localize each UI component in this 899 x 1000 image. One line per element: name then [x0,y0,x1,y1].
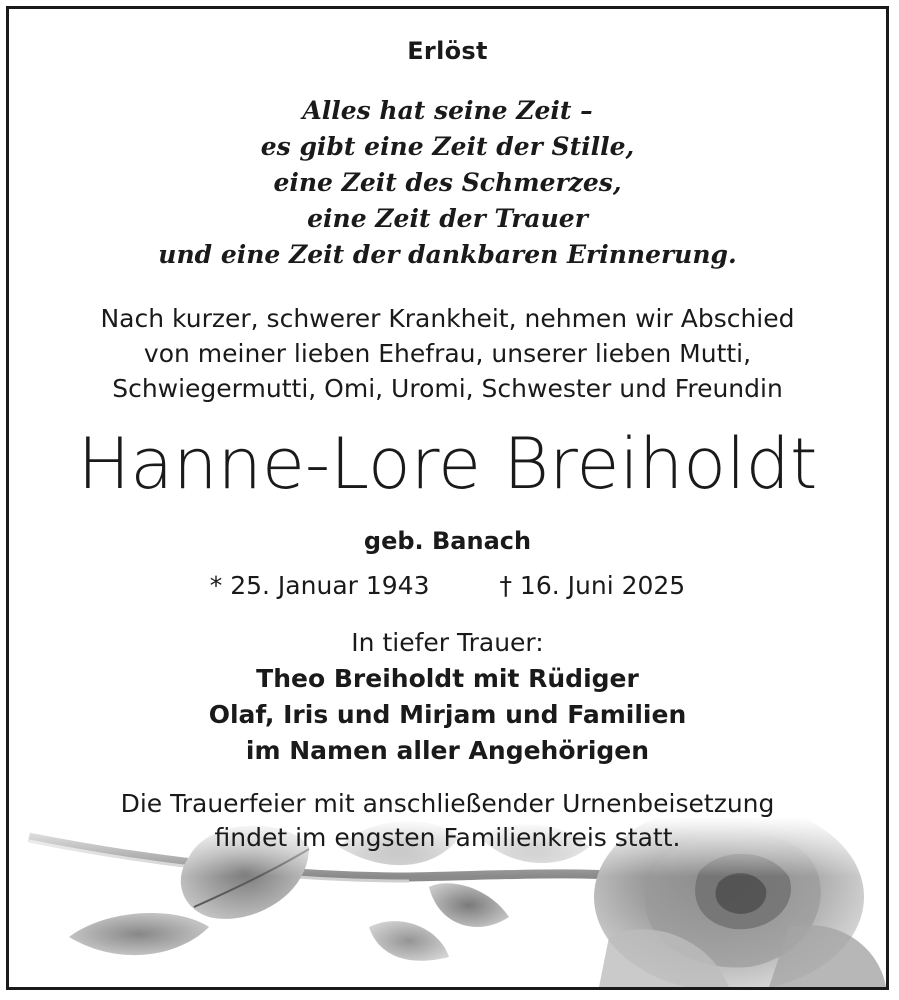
poem-line: eine Zeit des Schmerzes, [273,168,622,197]
mourning-label: In tiefer Trauer: [351,628,544,657]
funeral-info [9,787,886,855]
intro-line: Nach kurzer, schwerer Krankheit, nehmen wir Abschied [100,304,795,333]
life-dates [9,571,886,600]
intro-text [9,301,886,406]
poem [9,93,886,273]
birth-date: * 25. Januar 1943 [209,571,430,600]
death-date: † 16. Juni 2025 [499,571,686,600]
mourner-line: Theo Breiholdt mit Rüdiger [256,664,639,693]
mourner-line: im Namen aller Angehörigen [245,736,650,765]
notice-heading: Erlöst [407,37,488,65]
maiden-name: geb. Banach [363,527,532,555]
poem-line: Alles hat seine Zeit – [302,96,593,125]
intro-line: Schwiegermutti, Omi, Uromi, Schwester und Freundin [112,374,783,403]
mourner-line: Olaf, Iris und Mirjam und Familien [208,700,687,729]
poem-line: eine Zeit der Trauer [307,204,588,233]
funeral-line: Die Trauerfeier mit anschließender Urnenbeisetzung [120,789,775,818]
intro-line: von meiner lieben Ehefrau, unserer lieben Mutti, [143,339,752,368]
mourners [9,661,886,769]
funeral-line: findet im engsten Familienkreis statt. [214,823,681,852]
deceased-name: Hanne-Lore Breiholdt [77,423,818,505]
obituary-notice [6,6,889,990]
poem-line: und eine Zeit der dankbaren Erinnerung. [158,240,737,269]
poem-line: es gibt eine Zeit der Stille, [260,132,635,161]
